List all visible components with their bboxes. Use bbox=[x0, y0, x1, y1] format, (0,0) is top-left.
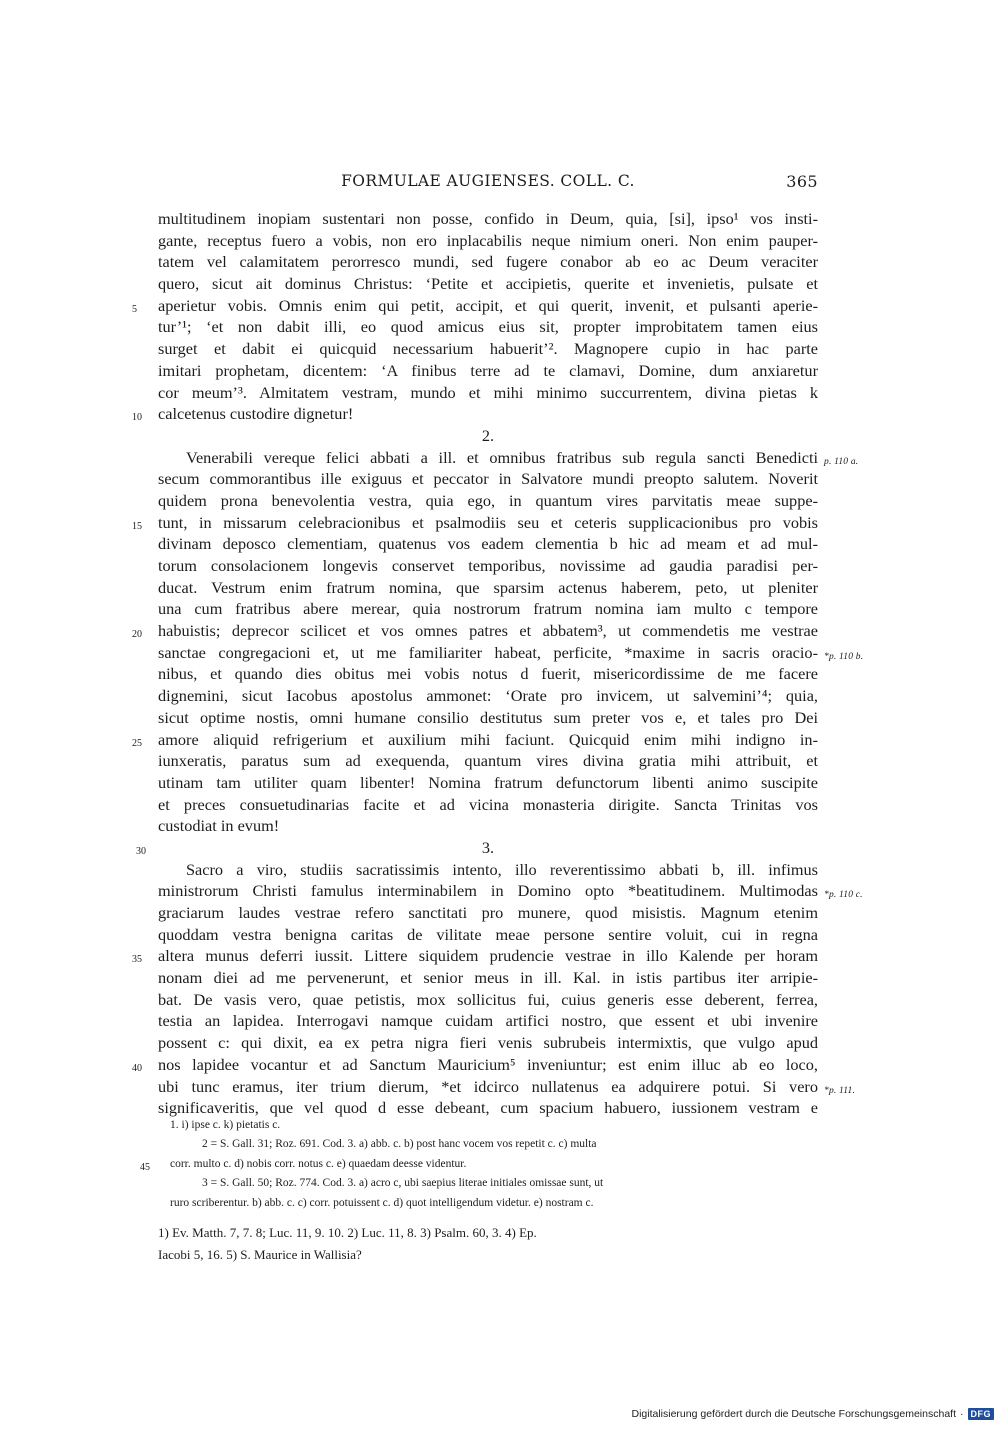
line-text: graciarum laudes vestrae refero sanctitati pro munere, quod misistis. Magnum etenim bbox=[158, 903, 818, 922]
critical-note bbox=[170, 1194, 818, 1213]
line-text: tunt, in missarum celebracionibus et psalmodiis seu et ceteris supplicacionibus pro vobis bbox=[158, 512, 818, 532]
footnote-line: Iacobi 5, 16. 5) S. Maurice in Wallisia? bbox=[158, 1247, 362, 1262]
text-line bbox=[158, 859, 818, 881]
line-text: nibus, et quando dies obitus mei vobis notus d fuerit, misericordissime de me facere bbox=[158, 664, 818, 684]
text-line bbox=[158, 577, 818, 599]
line-text: tur’¹; ‘et non dabit illi, eo quod amicus eius sit, propter improbitatem tamen eius bbox=[158, 317, 818, 337]
line-text: utinam tam utiliter quam libenter! Nomina fratrum defunctorum libenti animo suscipite bbox=[158, 772, 818, 792]
line-number: 35 bbox=[132, 954, 142, 966]
line-text: nos lapidee vocantur et ad Sanctum Mauricium⁵ inveniuntur; est enim illuc ab eo loco, bbox=[158, 1054, 818, 1074]
note-text: 3 = S. Gall. 50; Roz. 774. Cod. 3. a) acro c, ubi saepius literae initiales omissae sunt, ut bbox=[202, 1177, 604, 1190]
page-header bbox=[158, 172, 818, 196]
text-line bbox=[132, 295, 818, 317]
text-line bbox=[158, 468, 818, 490]
text-line bbox=[158, 1032, 818, 1054]
text-line bbox=[158, 1010, 818, 1032]
text-line bbox=[158, 880, 863, 902]
text-line bbox=[158, 772, 818, 794]
line-text: gante, receptus fuero a vobis, non ero inplacabilis neque nimium oneri. Non enim pauper- bbox=[158, 230, 818, 250]
line-number: 25 bbox=[132, 737, 142, 749]
line-text: ubi tunc eramus, iter trium dierum, *et idcirco nullatenus ea adquirere potui. Si vero bbox=[158, 1076, 818, 1096]
note-text: ruro scriberentur. b) abb. c. c) corr. potuissent c. d) quot intelligendum videtur. e) nostram c. bbox=[170, 1196, 594, 1209]
line-text: et preces consuetudinarias facite et ad vicina monasteria dirigite. Sancta Trinitas vos bbox=[158, 794, 818, 814]
line-text: significaveritis, que vel quod d esse debeant, cum spacium habuero, iussionem vestram e bbox=[158, 1098, 818, 1118]
line-text: amore aliquid refrigerium et auxilium mihi faciunt. Quicquid enim mihi indigno in- bbox=[158, 729, 818, 749]
text-line bbox=[158, 251, 818, 273]
text-line bbox=[158, 208, 818, 230]
line-text: custodiat in evum! bbox=[158, 816, 280, 836]
line-number: 20 bbox=[132, 629, 142, 641]
text-line bbox=[132, 729, 818, 751]
line-text: cor meum’³. Almitatem vestram, mundo et mihi minimo succurrentem, divina pietas k bbox=[158, 382, 818, 402]
line-text: divinam deposco clementiam, quatenus vos eadem clementia b hic ad meam et ad mul- bbox=[158, 534, 818, 554]
manuscript-reference: *p. 111. bbox=[824, 1085, 856, 1096]
line-text: quidem prona benevolentia vestra, quia ego, in quantum vires parvitatis meae suppe- bbox=[158, 490, 818, 510]
line-text: aperietur vobis. Omnis enim qui petit, accipit, et qui querit, invenit, et pulsanti aperie- bbox=[158, 295, 818, 315]
note-text: 1. i) ipse c. k) pietatis c. bbox=[170, 1119, 281, 1131]
line-text: sanctae congregacioni et, ut me familiariter habeat, perficite, *maxime in sacris oracio- bbox=[158, 642, 818, 662]
text-line bbox=[132, 1054, 818, 1076]
line-text: secum commorantibus ille exiguus et peccator in Salvatore mundi preopto salutem. Noverit bbox=[158, 469, 818, 489]
critical-note bbox=[170, 1135, 818, 1154]
text-line bbox=[158, 924, 818, 946]
section-heading bbox=[158, 425, 818, 447]
critical-note bbox=[140, 1155, 818, 1174]
line-text: imitari prophetam, dicentem: ‘A finibus terre ad te clamavi, Domine, dum anxiaretur bbox=[158, 360, 818, 380]
manuscript-reference: p. 110 a. bbox=[824, 456, 859, 467]
credit-separator: · bbox=[960, 1408, 964, 1420]
text-line bbox=[158, 815, 818, 837]
text-line bbox=[158, 967, 818, 989]
manuscript-reference: *p. 110 c. bbox=[824, 890, 863, 901]
text-line bbox=[158, 490, 818, 512]
footnotes bbox=[158, 1222, 818, 1266]
digitization-credit bbox=[631, 1408, 994, 1420]
running-title: FORMULAE AUGIENSES. COLL. C. bbox=[341, 172, 635, 190]
line-text: sicut optime nostis, omni humane consilio destitutus sum preter vos e, et tales pro Dei bbox=[158, 707, 818, 727]
line-number: 15 bbox=[132, 520, 142, 532]
line-text: ducat. Vestrum enim fratrum nomina, que sparsim actenus haberem, peto, ut pleniter bbox=[158, 577, 818, 597]
text-line bbox=[158, 316, 818, 338]
line-text: Sacro a viro, studiis sacratissimis intento, illo reverentissimo abbati b, ill. infimus bbox=[186, 859, 818, 879]
line-text: dignemini, sicut Iacobus apostolus ammonet: ‘Orate pro invicem, ut salvemini’⁴; quia, bbox=[158, 686, 818, 706]
line-text: nonam diei ad me pervenerunt, et senior meus in ill. Kal. in istis partibus iter arripie- bbox=[158, 968, 818, 988]
line-text: una cum fratribus abere merear, quia nostrorum fratrum nomina iam multo c tempore bbox=[158, 599, 818, 619]
note-text: 2 = S. Gall. 31; Roz. 691. Cod. 3. a) abb. c. b) post hanc vocem vos repetit c. c) multa bbox=[202, 1138, 597, 1151]
line-text: calcetenus custodire dignetur! bbox=[158, 404, 354, 424]
manuscript-reference: *p. 110 b. bbox=[824, 651, 864, 662]
line-number: 30 bbox=[136, 845, 146, 857]
text-line bbox=[158, 338, 818, 360]
line-text: multitudinem inopiam sustentari non posse, confido in Deum, quia, [si], ipso¹ vos insti- bbox=[158, 209, 818, 228]
text-line bbox=[158, 533, 818, 555]
line-text: testia an lapidea. Interrogavi namque cuidam artifici nostro, que essent et ubi invenire bbox=[158, 1011, 818, 1031]
text-line bbox=[158, 794, 818, 816]
line-number: 10 bbox=[132, 412, 142, 424]
line-text: quoddam vestra benigna caritas de vilitate meae persone sentire voluit, cui in regna bbox=[158, 924, 818, 944]
text-line bbox=[158, 382, 818, 404]
text-line bbox=[158, 663, 818, 685]
text-line bbox=[132, 512, 818, 534]
line-text: tatem vel calamitatem perorresco mundi, sed fugere conabor ab eo ac Deum veraciter bbox=[158, 252, 818, 272]
line-text: altera munus deferri iussit. Littere siquidem prudencie vestrae in illo Kalende per horam bbox=[158, 946, 818, 966]
main-text bbox=[132, 208, 864, 1119]
text-line bbox=[158, 273, 818, 295]
line-number: 40 bbox=[132, 1062, 142, 1074]
line-text: habuistis; deprecor scilicet et vos omnes patres et abbatem³, ut commendetis me vestrae bbox=[158, 621, 818, 641]
line-text: quero, sicut ait dominus Christus: ‘Petite et accipietis, querite et invenietis, pulsate et bbox=[158, 274, 818, 294]
line-number: 45 bbox=[140, 1161, 150, 1173]
critical-apparatus bbox=[140, 1116, 818, 1213]
text-line bbox=[158, 598, 818, 620]
line-text: ministrorum Christi famulus interminabilem in Domino opto *beatitudinem. Multimodas bbox=[158, 881, 818, 901]
line-text: 3. bbox=[481, 837, 495, 857]
page-number: 365 bbox=[786, 172, 818, 191]
text-line bbox=[158, 360, 818, 382]
line-number: 5 bbox=[132, 303, 137, 315]
text-line bbox=[132, 403, 818, 425]
text-line bbox=[132, 620, 818, 642]
text-line bbox=[158, 230, 818, 252]
line-text: Venerabili vereque felici abbati a ill. et omnibus fratribus sub regula sancti Benedicti bbox=[186, 447, 818, 467]
line-text: bat. De vasis vero, quae petistis, mox sollicitus fui, cuius generis esse deberent, ferrea, bbox=[158, 989, 818, 1009]
line-text: 2. bbox=[481, 425, 495, 445]
text-line bbox=[158, 447, 859, 469]
footnote-line: 1) Ev. Matth. 7, 7. 8; Luc. 11, 9. 10. 2) Luc. 11, 8. 3) Psalm. 60, 3. 4) Ep. bbox=[158, 1225, 537, 1240]
text-line bbox=[158, 902, 818, 924]
line-text: iunxeratis, paratus sum ad exequenda, quantum vires divina gratia mihi attribuit, et bbox=[158, 751, 818, 771]
section-heading bbox=[136, 837, 818, 859]
line-text: possent c: qui dixit, ea ex petra nigra fieri venis subrubeis intermixtis, que vulgo apud bbox=[158, 1033, 818, 1053]
text-line bbox=[158, 750, 818, 772]
line-text: torum consolacionem longevis conservet temporibus, novissime ad gaudia paradisi per- bbox=[158, 556, 818, 575]
text-line bbox=[158, 707, 818, 729]
dfg-logo: DFG bbox=[968, 1408, 995, 1420]
text-line bbox=[158, 555, 818, 577]
text-line bbox=[158, 1076, 856, 1098]
line-text: surget et dabit ei quicquid necessarium habuerit’². Magnopere cupio in hac parte bbox=[158, 339, 818, 359]
text-line bbox=[158, 685, 818, 707]
text-line bbox=[158, 989, 818, 1011]
credit-text: Digitalisierung gefördert durch die Deutsche Forschungsgemeinschaft bbox=[631, 1408, 956, 1420]
critical-note bbox=[170, 1116, 818, 1135]
text-line bbox=[158, 642, 864, 664]
text-line bbox=[132, 945, 818, 967]
note-text: corr. multo c. d) nobis corr. notus c. e) quaedam deesse videntur. bbox=[170, 1157, 467, 1170]
critical-note bbox=[170, 1174, 818, 1193]
